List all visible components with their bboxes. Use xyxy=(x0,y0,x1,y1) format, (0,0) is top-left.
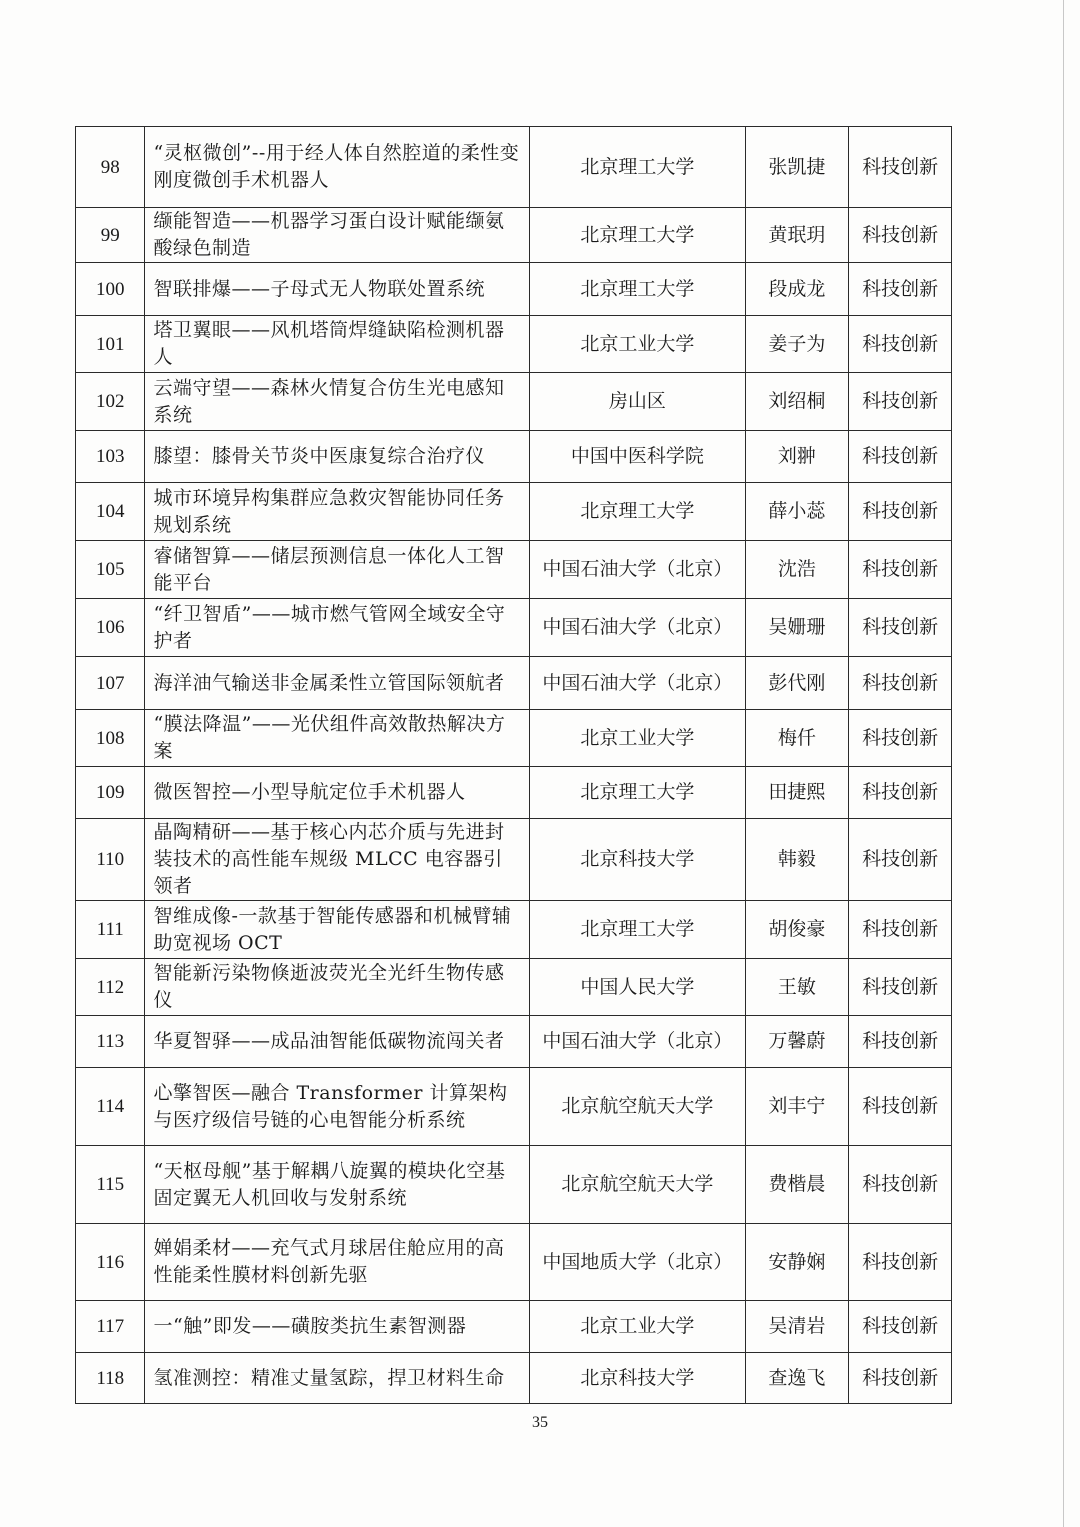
unit-name: 中国石油大学（北京） xyxy=(530,599,745,657)
table-row xyxy=(76,901,952,959)
table-row xyxy=(76,767,952,819)
project-table xyxy=(75,126,952,1404)
unit-name: 中国石油大学（北京） xyxy=(530,657,745,710)
project-name: 华夏智驿——成品油智能低碳物流闯关者 xyxy=(145,1016,530,1068)
category: 科技创新 xyxy=(849,373,952,431)
project-name: 缬能智造——机器学习蛋白设计赋能缬氨酸绿色制造 xyxy=(145,208,530,263)
person-name: 韩毅 xyxy=(745,819,849,901)
row-number: 103 xyxy=(76,431,145,483)
row-number: 102 xyxy=(76,373,145,431)
unit-name: 北京理工大学 xyxy=(530,208,745,263)
table-row xyxy=(76,1224,952,1301)
row-number: 98 xyxy=(76,127,145,208)
person-name: 胡俊豪 xyxy=(745,901,849,959)
unit-name: 北京理工大学 xyxy=(530,263,745,316)
unit-name: 北京理工大学 xyxy=(530,901,745,959)
project-name: “灵枢微创”--用于经人体自然腔道的柔性变刚度微创手术机器人 xyxy=(145,127,530,208)
project-name: 一“触”即发——磺胺类抗生素智测器 xyxy=(145,1301,530,1353)
person-name: 薛小蕊 xyxy=(745,483,849,541)
unit-name: 北京科技大学 xyxy=(530,1353,745,1404)
unit-name: 中国石油大学（北京） xyxy=(530,541,745,599)
project-name: 心擎智医—融合 Transformer 计算架构与医疗级信号链的心电智能分析系统 xyxy=(145,1068,530,1146)
unit-name: 北京工业大学 xyxy=(530,316,745,373)
row-number: 101 xyxy=(76,316,145,373)
row-number: 109 xyxy=(76,767,145,819)
project-name: “膜法降温”——光伏组件高效散热解决方案 xyxy=(145,710,530,767)
category: 科技创新 xyxy=(849,541,952,599)
table-row xyxy=(76,1353,952,1404)
row-number: 110 xyxy=(76,819,145,901)
row-number: 118 xyxy=(76,1353,145,1404)
category: 科技创新 xyxy=(849,431,952,483)
unit-name: 中国石油大学（北京） xyxy=(530,1016,745,1068)
table-row xyxy=(76,1016,952,1068)
table-row xyxy=(76,959,952,1016)
table-row xyxy=(76,373,952,431)
person-name: 黄珉玥 xyxy=(745,208,849,263)
unit-name: 中国中医科学院 xyxy=(530,431,745,483)
table-row xyxy=(76,431,952,483)
person-name: 张凯捷 xyxy=(745,127,849,208)
person-name: 安静娴 xyxy=(745,1224,849,1301)
row-number: 100 xyxy=(76,263,145,316)
unit-name: 北京工业大学 xyxy=(530,710,745,767)
project-name: 智联排爆——子母式无人物联处置系统 xyxy=(145,263,530,316)
project-name: 智能新污染物倏逝波荧光全光纤生物传感仪 xyxy=(145,959,530,1016)
person-name: 吴姗珊 xyxy=(745,599,849,657)
row-number: 112 xyxy=(76,959,145,1016)
table-row xyxy=(76,1068,952,1146)
unit-name: 北京航空航天大学 xyxy=(530,1146,745,1224)
project-name: “纤卫智盾”——城市燃气管网全域安全守护者 xyxy=(145,599,530,657)
unit-name: 北京航空航天大学 xyxy=(530,1068,745,1146)
category: 科技创新 xyxy=(849,710,952,767)
person-name: 刘绍桐 xyxy=(745,373,849,431)
person-name: 段成龙 xyxy=(745,263,849,316)
row-number: 116 xyxy=(76,1224,145,1301)
person-name: 王敏 xyxy=(745,959,849,1016)
scan-edge-line xyxy=(1063,0,1064,1527)
table-row xyxy=(76,1146,952,1224)
unit-name: 房山区 xyxy=(530,373,745,431)
category: 科技创新 xyxy=(849,316,952,373)
category: 科技创新 xyxy=(849,127,952,208)
category: 科技创新 xyxy=(849,1353,952,1404)
row-number: 104 xyxy=(76,483,145,541)
person-name: 万馨蔚 xyxy=(745,1016,849,1068)
row-number: 113 xyxy=(76,1016,145,1068)
person-name: 彭代刚 xyxy=(745,657,849,710)
category: 科技创新 xyxy=(849,208,952,263)
project-name: 膝望：膝骨关节炎中医康复综合治疗仪 xyxy=(145,431,530,483)
project-name: 塔卫翼眼——风机塔筒焊缝缺陷检测机器人 xyxy=(145,316,530,373)
person-name: 刘丰宁 xyxy=(745,1068,849,1146)
project-name: 睿储智算——储层预测信息一体化人工智能平台 xyxy=(145,541,530,599)
table-row xyxy=(76,541,952,599)
category: 科技创新 xyxy=(849,901,952,959)
row-number: 105 xyxy=(76,541,145,599)
table-row xyxy=(76,657,952,710)
row-number: 114 xyxy=(76,1068,145,1146)
row-number: 111 xyxy=(76,901,145,959)
table-row xyxy=(76,1301,952,1353)
unit-name: 北京理工大学 xyxy=(530,483,745,541)
category: 科技创新 xyxy=(849,767,952,819)
project-name: 微医智控—小型导航定位手术机器人 xyxy=(145,767,530,819)
row-number: 106 xyxy=(76,599,145,657)
table-row xyxy=(76,316,952,373)
unit-name: 北京工业大学 xyxy=(530,1301,745,1353)
table-row xyxy=(76,819,952,901)
table-row xyxy=(76,208,952,263)
category: 科技创新 xyxy=(849,599,952,657)
person-name: 田捷熙 xyxy=(745,767,849,819)
person-name: 费楷晨 xyxy=(745,1146,849,1224)
unit-name: 北京科技大学 xyxy=(530,819,745,901)
table-row xyxy=(76,483,952,541)
category: 科技创新 xyxy=(849,1016,952,1068)
unit-name: 中国人民大学 xyxy=(530,959,745,1016)
unit-name: 北京理工大学 xyxy=(530,127,745,208)
row-number: 99 xyxy=(76,208,145,263)
category: 科技创新 xyxy=(849,483,952,541)
table-row xyxy=(76,263,952,316)
person-name: 梅仟 xyxy=(745,710,849,767)
person-name: 刘翀 xyxy=(745,431,849,483)
project-name: 智维成像-一款基于智能传感器和机械臂辅助宽视场 OCT xyxy=(145,901,530,959)
project-name: 城市环境异构集群应急救灾智能协同任务规划系统 xyxy=(145,483,530,541)
person-name: 姜子为 xyxy=(745,316,849,373)
row-number: 107 xyxy=(76,657,145,710)
page-number: 35 xyxy=(532,1414,548,1431)
row-number: 115 xyxy=(76,1146,145,1224)
category: 科技创新 xyxy=(849,1301,952,1353)
category: 科技创新 xyxy=(849,1224,952,1301)
project-name: 婵娟柔材——充气式月球居住舱应用的高性能柔性膜材料创新先驱 xyxy=(145,1224,530,1301)
category: 科技创新 xyxy=(849,1068,952,1146)
category: 科技创新 xyxy=(849,657,952,710)
person-name: 吴清岩 xyxy=(745,1301,849,1353)
row-number: 108 xyxy=(76,710,145,767)
project-name: 氢准测控：精准丈量氢踪，捍卫材料生命 xyxy=(145,1353,530,1404)
unit-name: 中国地质大学（北京） xyxy=(530,1224,745,1301)
project-name: 晶陶精研——基于核心内芯介质与先进封装技术的高性能车规级 MLCC 电容器引领者 xyxy=(145,819,530,901)
project-name: “天枢母舰”基于解耦八旋翼的模块化空基固定翼无人机回收与发射系统 xyxy=(145,1146,530,1224)
table-row xyxy=(76,710,952,767)
category: 科技创新 xyxy=(849,263,952,316)
row-number: 117 xyxy=(76,1301,145,1353)
category: 科技创新 xyxy=(849,819,952,901)
person-name: 查逸飞 xyxy=(745,1353,849,1404)
person-name: 沈浩 xyxy=(745,541,849,599)
unit-name: 北京理工大学 xyxy=(530,767,745,819)
table-row xyxy=(76,127,952,208)
table-row xyxy=(76,599,952,657)
project-name: 云端守望——森林火情复合仿生光电感知系统 xyxy=(145,373,530,431)
project-name: 海洋油气输送非金属柔性立管国际领航者 xyxy=(145,657,530,710)
category: 科技创新 xyxy=(849,959,952,1016)
category: 科技创新 xyxy=(849,1146,952,1224)
